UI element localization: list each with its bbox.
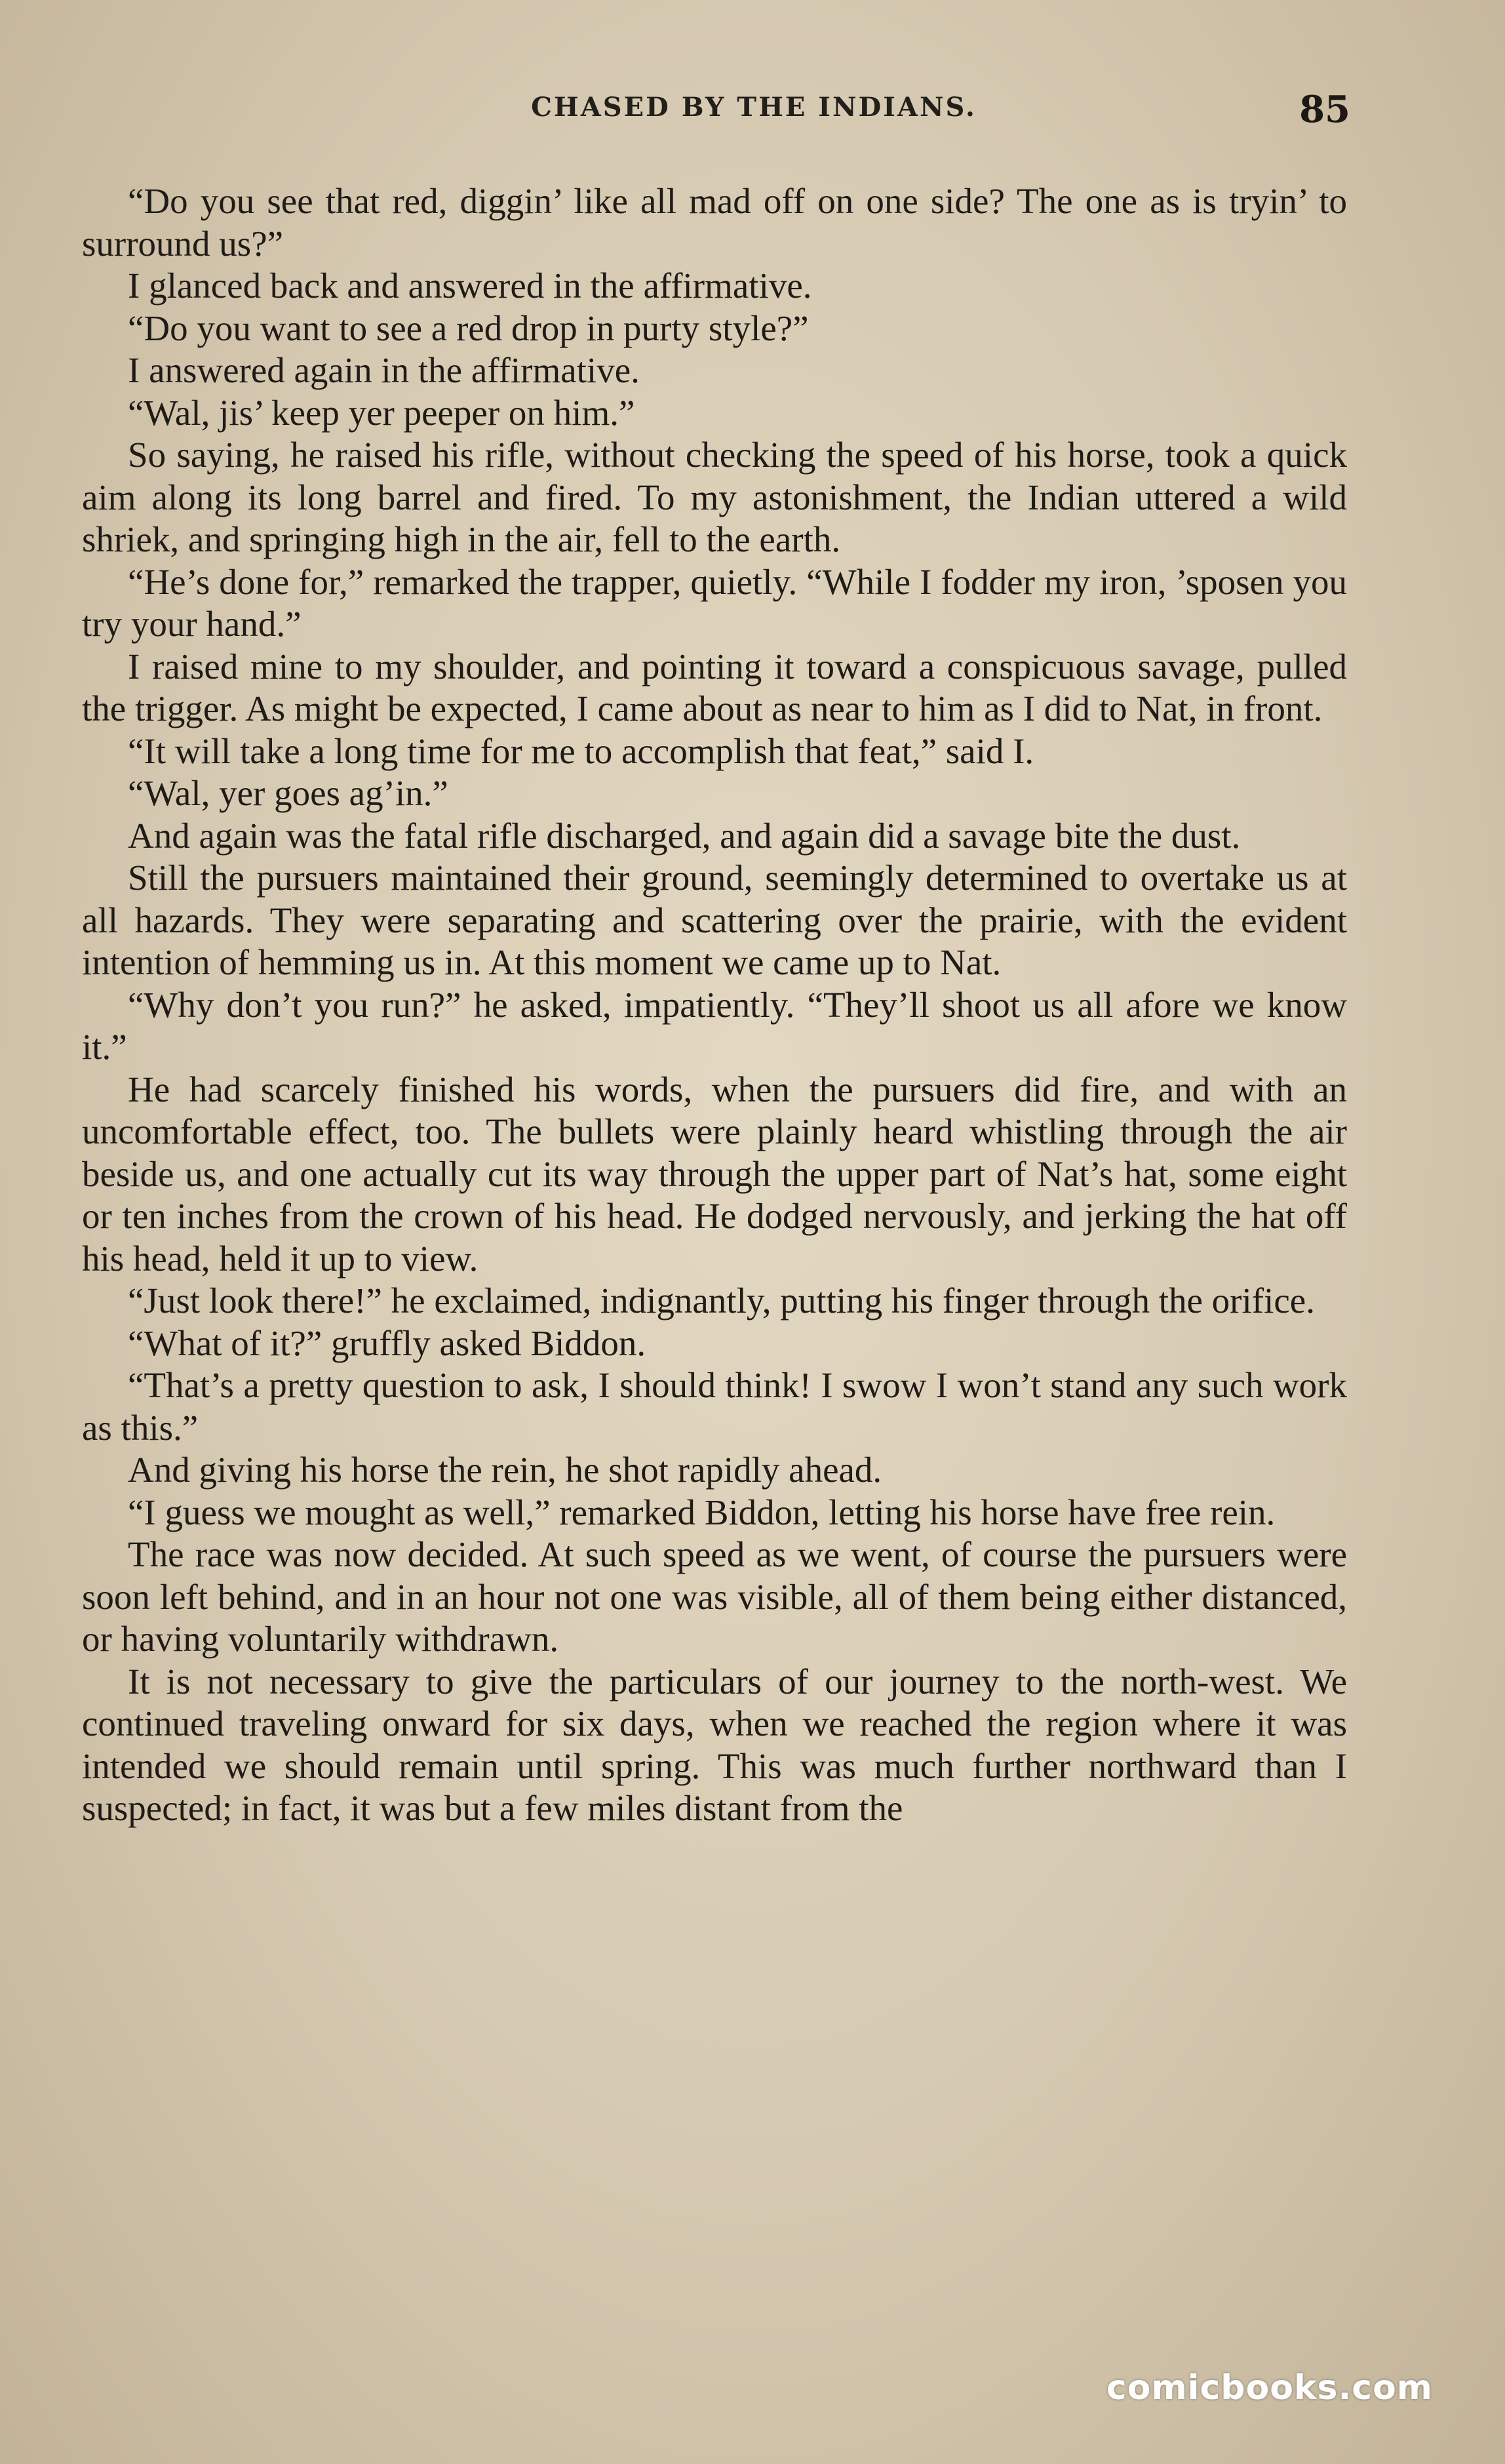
paragraph: “That’s a pretty question to ask, I should think! I swow I won’t stand any such work as this.” xyxy=(82,1365,1347,1448)
running-title: CHASED BY THE INDIANS. xyxy=(531,92,977,123)
paragraph: It is not necessary to give the particulars of our journey to the north-west. We continued traveling onward for six days, when we reached the region where it was intended we should remain until spring. This was much further northward than I suspected; in fact, it was but a few miles distant from the xyxy=(82,1661,1347,1828)
running-head xyxy=(131,88,1377,138)
paragraph: He had scarcely finished his words, when the pursuers did fire, and with an uncomfortable effect, too. The bullets were plainly heard whistling through the air beside us, and one actually cut its way through the upper part of Nat’s hat, some eight or ten inches from the crown of his head. He dodged nervously, and jerking the hat off his head, held it up to view. xyxy=(82,1069,1347,1279)
paragraph: So saying, he raised his rifle, without checking the speed of his horse, took a quick aim along its long barrel and fired. To my astonishment, the Indian uttered a wild shriek, and springing high in the air, fell to the earth. xyxy=(82,435,1347,559)
paragraph: The race was now decided. At such speed as we went, of course the pursuers were soon left behind, and in an hour not one was visible, all of them being either distanced, or having voluntarily withdrawn. xyxy=(82,1534,1347,1659)
paragraph: I raised mine to my shoulder, and pointing it toward a conspicuous savage, pulled the trigger. As might be expected, I came about as near to him as I did to Nat, in front. xyxy=(82,646,1347,728)
watermark: comicbooks.com xyxy=(1106,2368,1433,2408)
paragraph: “Do you want to see a red drop in purty style?” xyxy=(128,308,809,348)
paragraph: “Wal, jis’ keep yer peeper on him.” xyxy=(128,392,635,433)
page-number: 85 xyxy=(1299,88,1350,131)
body-text xyxy=(82,180,1347,1830)
paragraph: Still the pursuers maintained their ground, seemingly determined to overtake us at all hazards. They were separating and scattering over the prairie, with the evident intention of hemming us in. At this moment we came up to Nat. xyxy=(82,858,1347,982)
paragraph: “It will take a long time for me to accomplish that feat,” said I. xyxy=(128,730,1034,771)
paragraph: “I guess we mought as well,” remarked Biddon, letting his horse have free rein. xyxy=(128,1492,1276,1532)
paragraph: And giving his horse the rein, he shot rapidly ahead. xyxy=(128,1450,882,1490)
paragraph: I answered again in the affirmative. xyxy=(128,350,640,390)
paragraph: And again was the fatal rifle discharged, and again did a savage bite the dust. xyxy=(128,815,1241,856)
paragraph: “Why don’t you run?” he asked, impatiently. “They’ll shoot us all afore we know it.” xyxy=(82,984,1347,1067)
paragraph: “What of it?” gruffly asked Biddon. xyxy=(128,1322,646,1363)
paragraph: “Wal, yer goes ag’in.” xyxy=(128,773,448,813)
paragraph: “Just look there!” he exclaimed, indignantly, putting his finger through the orifice. xyxy=(128,1281,1315,1321)
paragraph: “Do you see that red, diggin’ like all mad off on one side? The one as is tryin’ to surround us?” xyxy=(82,181,1347,264)
paragraph: “He’s done for,” remarked the trapper, quietly. “While I fodder my iron, ’sposen you try your hand.” xyxy=(82,561,1347,644)
paragraph: I glanced back and answered in the affirmative. xyxy=(128,266,812,306)
